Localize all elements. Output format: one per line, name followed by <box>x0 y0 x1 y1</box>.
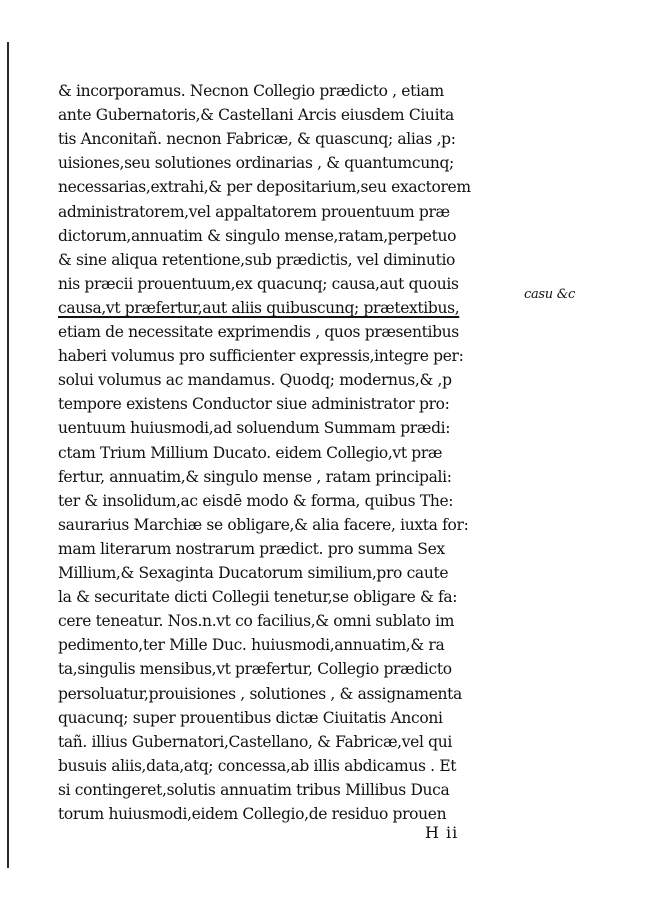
text-line: saurarius Marchiæ se obligare,& alia facere, iuxta for: <box>58 515 469 534</box>
text-line: ante Gubernatoris,& Castellani Arcis eiusdem Ciuita <box>58 106 454 125</box>
text-line: busuis aliis,data,atq; concessa,ab illis abdicamus . Et <box>58 756 457 775</box>
text-line: & sine aliqua retentione,sub prædictis, vel diminutio <box>58 250 456 269</box>
text-line: etiam de necessitate exprimendis , quos præsentibus <box>58 323 459 341</box>
text-line: haberi volumus pro sufficienter expressis,integre per: <box>58 347 464 366</box>
text-line-underlined: causa,vt præfertur,aut aliis quibuscunq; prætextibus, <box>58 298 460 317</box>
text-line: tempore existens Conductor siue administrator pro: <box>58 395 450 414</box>
text-line: ter & insolidum,ac eisdē modo & forma, quibus The: <box>58 491 454 510</box>
text-line: solui volumus ac mandamus. Quodq; modernus,& ,p <box>58 371 452 390</box>
text-line: quacunq; super prouentibus dictæ Ciuitatis Anconi <box>58 708 443 727</box>
text-line: fertur, annuatim,& singulo mense , ratam principali: <box>58 467 452 486</box>
text-line: persoluatur,prouisiones , solutiones , & assignamenta <box>58 684 462 703</box>
text-line: si contingeret,solutis annuatim tribus Millibus Duca <box>58 780 450 799</box>
text-line: tañ. illius Gubernatori,Castellano, & Fabricæ,vel qui <box>58 732 452 751</box>
signature-mark: H ii <box>425 823 459 842</box>
text-line: tis Anconitañ. necnon Fabricæ, & quascunq; alias ,p: <box>58 130 456 149</box>
text-line: & incorporamus. Necnon Collegio prædicto , etiam <box>58 82 444 100</box>
text-line: cere teneatur. Nos.n.vt co facilius,& omni sublato im <box>58 612 455 631</box>
text-line: uentuum huiusmodi,ad soluendum Summam prædi: <box>58 419 451 438</box>
text-line: dictorum,annuatim & singulo mense,ratam,perpetuo <box>58 226 457 245</box>
text-line: la & securitate dicti Collegii tenetur,se obligare & fa: <box>58 588 458 607</box>
text-line: uisiones,seu solutiones ordinarias , & quantumcunq; <box>58 154 454 173</box>
text-line: pedimento,ter Mille Duc. huiusmodi,annuatim,& ra <box>58 636 445 655</box>
text-line: ta,singulis mensibus,vt præfertur, Collegio prædicto <box>58 660 452 679</box>
text-line: mam literarum nostrarum prædict. pro summa Sex <box>58 539 445 558</box>
text-line: administratorem,vel appaltatorem prouentuum præ <box>58 202 450 221</box>
binding-edge-line <box>7 42 9 868</box>
text-line: necessarias,extrahi,& per depositarium,seu exactorem <box>58 178 471 197</box>
text-line: Millium,& Sexaginta Ducatorum similium,pro caute <box>58 564 449 582</box>
marginal-note: casu &c <box>524 287 575 302</box>
text-line: torum huiusmodi,eidem Collegio,de residuo prouen <box>58 805 447 823</box>
text-line: nis præcii prouentuum,ex quacunq; causa,aut quouis <box>58 274 459 293</box>
text-line: ctam Trium Millium Ducato. eidem Collegio,vt præ <box>58 443 443 462</box>
